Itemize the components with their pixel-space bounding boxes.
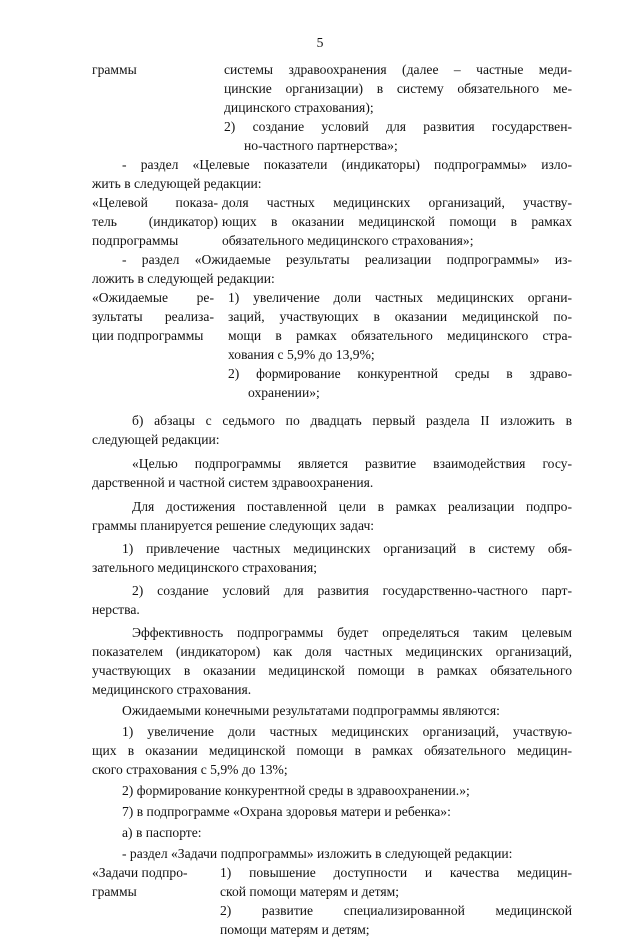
paragraph [92, 623, 572, 699]
text-line: граммы [92, 62, 137, 77]
table-3 [92, 288, 572, 402]
text-line: ской помощи матерям и детям; [220, 884, 400, 899]
table-4 [92, 863, 572, 939]
text-line: системы здравоохранения (далее – частные меди- [224, 62, 572, 77]
text-line: 2) создание условий для развития государственно-частного парт- [132, 583, 572, 598]
table-3-label [92, 288, 228, 402]
paragraph [92, 844, 572, 863]
text-line: 2) создание условий для развития государствен- [224, 119, 572, 134]
text-line: зательного медицинского страхования; [92, 560, 318, 575]
text-line: обязательного медицинского страхования»; [222, 233, 474, 248]
table-2-value [222, 193, 572, 250]
text-line: участвующих в оказании медицинской помощи в рамках обязательного [92, 663, 572, 678]
text-line: 2) формирование конкурентной среды в здравоохранении.»; [122, 783, 470, 798]
text-line: 1) привлечение частных медицинских организаций в систему обя- [122, 541, 572, 556]
text-line: б) абзацы с седьмого по двадцать первый раздела II изложить в [132, 413, 572, 428]
text-line: а) в паспорте: [122, 825, 202, 840]
text-line: ложить в следующей редакции: [92, 271, 275, 286]
text-line: медицинского страхования. [92, 682, 252, 697]
text-line: дицинского страхования); [224, 100, 374, 115]
paragraph [92, 701, 572, 720]
text-line: Для достижения поставленной цели в рамках реализации подпро- [132, 499, 572, 514]
text-line: дарственной и частной систем здравоохранения. [92, 475, 374, 490]
paragraph [92, 581, 572, 619]
paragraph [92, 781, 572, 800]
text-line: Ожидаемыми конечными результатами подпрограммы являются: [122, 703, 500, 718]
table-4-label [92, 863, 220, 939]
text-line: следующей редакции: [92, 432, 220, 447]
text-line: тель (индикатор) [92, 214, 218, 229]
text-line: 1) увеличение доли частных медицинских организаций, участвую- [122, 724, 572, 739]
text-line: - раздел «Целевые показатели (индикаторы) подпрограммы» изло- [122, 157, 572, 172]
text-line: ющих в оказании медицинской помощи в рамках [222, 214, 572, 229]
text-line: жить в следующей редакции: [92, 176, 262, 191]
text-line: «Целью подпрограммы является развитие взаимодействия госу- [132, 456, 572, 471]
paragraph [92, 802, 572, 821]
paragraph [92, 539, 572, 577]
text-line: «Целевой показа- [92, 195, 218, 210]
text-line: граммы планируется решение следующих задач: [92, 518, 375, 533]
text-line: охранении»; [248, 385, 320, 400]
text-line: мощи в рамках обязательного медицинского стра- [228, 328, 572, 343]
text-line: - раздел «Ожидаемые результаты реализации подпрограммы» из- [122, 252, 572, 267]
paragraph [92, 411, 572, 449]
text-line: но-частного партнерства»; [244, 138, 398, 153]
text-line: 2) формирование конкурентной среды в здраво- [228, 366, 572, 381]
text-line: 1) увеличение доли частных медицинских органи- [228, 290, 572, 305]
table-1-label [92, 60, 224, 155]
text-line: «Задачи подпро- [92, 865, 188, 880]
text-line: показателем (индикатором) как доля частных медицинских организаций, [92, 644, 572, 659]
paragraph [92, 454, 572, 492]
text-line: нерства. [92, 602, 140, 617]
text-line: доля частных медицинских организаций, участву- [222, 195, 572, 210]
table-2-label [92, 193, 222, 250]
text-line: зультаты реализа- [92, 309, 214, 324]
table-2 [92, 193, 572, 250]
text-line: Эффективность подпрограммы будет определяться таким целевым [132, 625, 572, 640]
text-line: 7) в подпрограмме «Охрана здоровья матери и ребенка»: [122, 804, 451, 819]
paragraph [92, 823, 572, 842]
table-3-value [228, 288, 572, 402]
text-line: цинские организации) в систему обязательного ме- [224, 81, 572, 96]
table-4-value [220, 863, 572, 939]
text-line: щих в оказании медицинской помощи в рамках обязательного медицин- [92, 743, 572, 758]
text-line: «Ожидаемые ре- [92, 290, 214, 305]
text-line: хования с 5,9% до 13,9%; [228, 347, 375, 362]
text-line: подпрограммы [92, 233, 179, 248]
page-number: 5 [316, 35, 324, 50]
text-line: 1) повышение доступности и качества медицин- [220, 865, 572, 880]
text-line: - раздел «Задачи подпрограммы» изложить в следующей редакции: [122, 846, 513, 861]
paragraph [92, 497, 572, 535]
paragraph [92, 250, 572, 288]
document-body [92, 60, 572, 939]
table-1 [92, 60, 572, 155]
paragraph [92, 155, 572, 193]
text-line: ции подпрограммы [92, 328, 204, 343]
paragraph [92, 722, 572, 779]
text-line: ского страхования с 5,9% до 13%; [92, 762, 288, 777]
text-line: заций, участвующих в оказании медицинской по- [228, 309, 572, 324]
text-line: помощи матерям и детям; [220, 922, 370, 937]
table-1-value [224, 60, 572, 155]
text-line: граммы [92, 884, 137, 899]
text-line: 2) развитие специализированной медицинской [220, 903, 572, 918]
